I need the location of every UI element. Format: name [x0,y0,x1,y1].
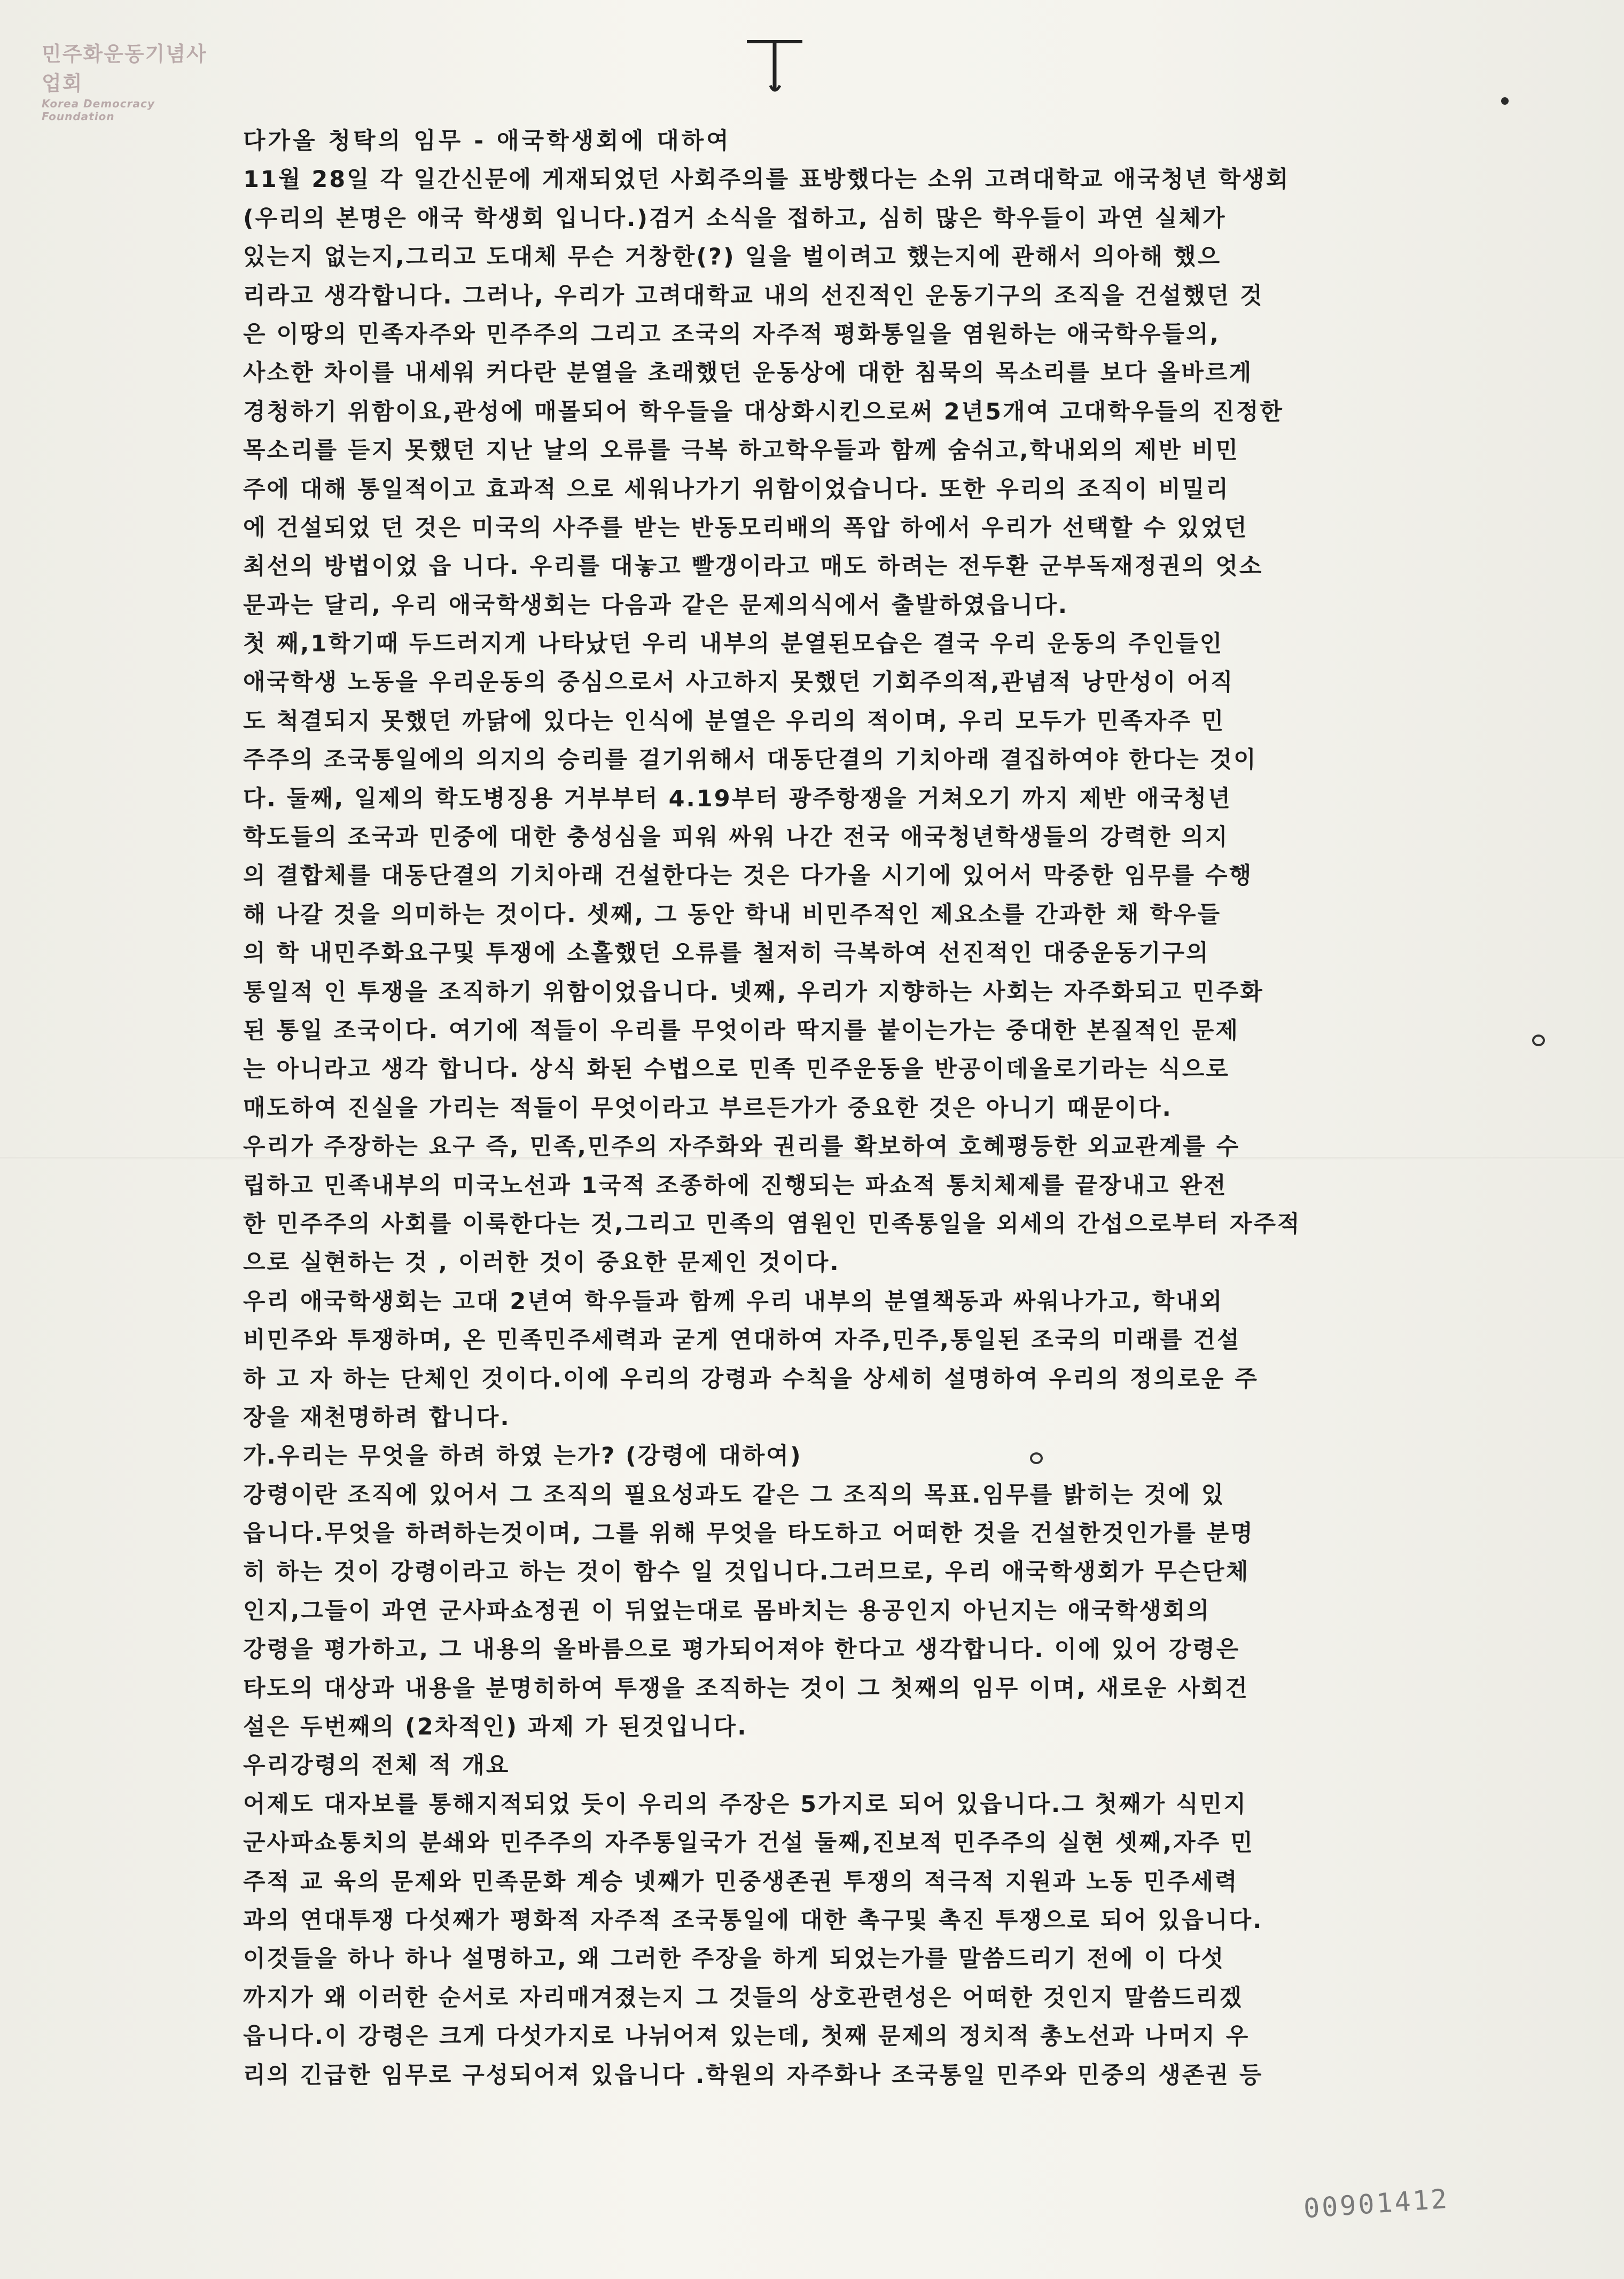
watermark-korean: 민주화운동기념사업회 [42,42,207,95]
watermark-english: Korea Democracy Foundation [42,97,155,123]
text-line: 하 고 자 하는 단체인 것이다.이에 우리의 강령과 수칙을 상세히 설명하여 우리의 정의로운 주 [243,1365,1259,1393]
margin-dot [1501,97,1509,105]
text-line: 의 학 내민주화요구및 투쟁에 소홀했던 오류를 철저히 극복하여 선진적인 대중운동기구의 [243,940,1210,967]
text-line: 으로 실현하는 것 , 이러한 것이 중요한 문제인 것이다. [243,1249,840,1277]
text-line: 매도하여 진실을 가리는 적들이 무엇이라고 부르든가가 중요한 것은 아니기 때문이다. [243,1094,1173,1122]
text-line: 까지가 왜 이러한 순서로 자리매겨졌는지 그 것들의 상호관련성은 어떠한 것인지 말씀드리겠 [243,1984,1244,2011]
text-line: 애국학생 노동을 우리운동의 중심으로서 사고하지 못했던 기회주의적,관념적 낭만성이 어직 [243,669,1235,696]
text-line: 학도들의 조국과 민중에 대한 충성심을 피워 싸워 나간 전국 애국청년학생들의 강력한 의지 [243,824,1229,851]
text-line: 군사파쇼통치의 분쇄와 민주주의 자주통일국가 건설 둘째,진보적 민주주의 실현 셋째,자주 민 [243,1830,1254,1857]
text-line: 주주의 조국통일에의 의지의 승리를 걸기위해서 대동단결의 기치아래 결집하여야 한다는 것이 [243,746,1258,774]
text-line: 있는지 없는지,그리고 도대체 무슨 거창한(?) 일을 벌이려고 했는지에 관해서 의아해 했으 [243,244,1222,271]
text-line: 리의 긴급한 임무로 구성되어져 있읍니다 .학원의 자주화나 조국통일 민주와 민중의 생존권 등 [243,2062,1263,2089]
text-line: 한 민주주의 사회를 이룩한다는 것,그리고 민족의 염원인 민족통일을 외세의 간섭으로부터 자주적 [243,1210,1301,1238]
text-line: 우리 애국학생회는 고대 2년여 학우들과 함께 우리 내부의 분열책동과 싸워나가고, 학내외 [243,1288,1224,1315]
text-line: 가.우리는 무엇을 하려 하였 는가? (강령에 대하여) [243,1443,802,1470]
text-line: 통일적 인 투쟁을 조직하기 위함이었읍니다. 넷째, 우리가 지향하는 사회는 자주화되고 민주화 [243,978,1264,1006]
text-line: 문과는 달리, 우리 애국학생회는 다음과 같은 문제의식에서 출발하였읍니다. [243,592,1069,619]
text-line: 주에 대해 통일적이고 효과적 으로 세워나가기 위함이었습니다. 또한 우리의 조직이 비밀리 [243,476,1230,503]
text-line: 첫 째,1학기때 두드러지게 나타났던 우리 내부의 분열된모습은 결국 우리 운동의 주인들인 [243,631,1224,658]
text-line: 최선의 방법이었 읍 니다. 우리를 대놓고 빨갱이라고 매도 하려는 전두환 군부독재정권의 엇소 [243,553,1263,580]
document-lines [243,160,1488,2095]
text-line: 타도의 대상과 내용을 분명히하여 투쟁을 조직하는 것이 그 첫째의 임무 이며, 새로운 사회건 [243,1675,1249,1702]
text-line: 은 이땅의 민족자주와 민주주의 그리고 조국의 자주적 평화통일을 염원하는 애국학우들의, [243,321,1220,348]
punch-tab-mark [743,32,807,96]
document-body [243,122,1488,2095]
text-line: (우리의 본명은 애국 학생회 입니다.)검거 소식을 접하고, 심히 많은 학우들이 과연 실체가 [243,205,1227,232]
text-line: 이것들을 하나 하나 설명하고, 왜 그러한 주장을 하게 되었는가를 말씀드리기 전에 이 다섯 [243,1946,1225,1973]
text-line: 읍니다.무엇을 하려하는것이며, 그를 위해 무엇을 타도하고 어떠한 것을 건설한것인가를 분명 [243,1520,1254,1547]
text-line: 강령을 평가하고, 그 내용의 올바름으로 평가되어져야 한다고 생각합니다. 이에 있어 강령은 [243,1636,1240,1663]
text-line: 과의 연대투쟁 다섯째가 평화적 자주적 조국통일에 대한 촉구및 촉진 투쟁으로 되어 있읍니다. [243,1907,1263,1934]
text-line: 강령이란 조직에 있어서 그 조직의 필요성과도 같은 그 조직의 목표.임무를 밝히는 것에 있 [243,1481,1225,1508]
text-line: 된 통일 조국이다. 여기에 적들이 우리를 무엇이라 딱지를 붙이는가는 중대한 본질적인 문제 [243,1017,1239,1044]
text-line: 도 척결되지 못했던 까닭에 있다는 인식에 분열은 우리의 적이며, 우리 모두가 민족자주 민 [243,707,1225,735]
text-line: 장을 재천명하려 합니다. [243,1404,511,1431]
text-line: 해 나갈 것을 의미하는 것이다. 셋째, 그 동안 학내 비민주적인 제요소를 간과한 채 학우들 [243,901,1222,928]
text-line: 비민주와 투쟁하며, 온 민족민주세력과 굳게 연대하여 자주,민주,통일된 조국의 미래를 건설 [243,1327,1241,1354]
text-line: 립하고 민족내부의 미국노선과 1국적 조종하에 진행되는 파쇼적 통치체제를 끝장내고 완전 [243,1172,1228,1199]
foundation-watermark [42,37,218,123]
text-line: 인지,그들이 과연 군사파쇼정권 이 뒤엎는대로 몸바치는 용공인지 아닌지는 애국학생회의 [243,1597,1211,1624]
text-line: 히 하는 것이 강령이라고 하는 것이 함수 일 것입니다.그러므로, 우리 애국학생회가 무슨단체 [243,1559,1250,1586]
text-line: 경청하기 위함이요,관성에 매몰되어 학우들을 대상화시킨으로써 2년5개여 고대학우들의 진정한 [243,398,1284,425]
text-line: 리라고 생각합니다. 그러나, 우리가 고려대학교 내의 선진적인 운동기구의 조직을 건설했던 것 [243,282,1264,309]
text-line: 우리가 주장하는 요구 즉, 민족,민주의 자주화와 권리를 확보하여 호혜평등한 외교관계를 수 [243,1133,1240,1161]
text-line: 어제도 대자보를 통해지적되었 듯이 우리의 주장은 5가지로 되어 있읍니다.그 첫째가 식민지 [243,1791,1247,1818]
text-line: 주적 교 육의 문제와 민족문화 계승 넷째가 민중생존권 투쟁의 적극적 지원과 노동 민주세력 [243,1868,1239,1895]
text-line: 다. 둘째, 일제의 학도병징용 거부부터 4.19부터 광주항쟁을 거쳐오기 까지 제반 애국청년 [243,785,1232,812]
text-line: 의 결합체를 대동단결의 기치아래 건설한다는 것은 다가올 시기에 있어서 막중한 임무를 수행 [243,862,1253,890]
text-line: 는 아니라고 생각 합니다. 상식 화된 수법으로 민족 민주운동을 반공이데올로기라는 식으로 [243,1056,1230,1083]
text-line: 에 건설되었 던 것은 미국의 사주를 받는 반동모리배의 폭압 하에서 우리가 선택할 수 있었던 [243,514,1248,541]
margin-ring [1532,1035,1545,1046]
text-line: 우리강령의 전체 적 개요 [243,1752,510,1779]
text-line: 읍니다.이 강령은 크게 다섯가지로 나뉘어져 있는데, 첫째 문제의 정치적 총노선과 나머지 우 [243,2023,1250,2050]
archive-number: 00901412 [1302,2183,1450,2224]
text-line: 목소리를 듣지 못했던 지난 날의 오류를 극복 하고학우들과 함께 숨쉬고,학내외의 제반 비민 [243,437,1239,464]
text-line: 설은 두번째의 (2차적인) 과제 가 된것입니다. [243,1714,748,1741]
text-line: 사소한 차이를 내세워 커다란 분열을 초래했던 운동상에 대한 침묵의 목소리를 보다 올바르게 [243,360,1253,387]
document-title: 다가올 청탁의 임무 - 애국학생회에 대하여 [243,128,731,154]
text-line: 11월 28일 각 일간신문에 게재되었던 사회주의를 표방했다는 소위 고려대학교 애국청년 학생회 [243,166,1290,193]
